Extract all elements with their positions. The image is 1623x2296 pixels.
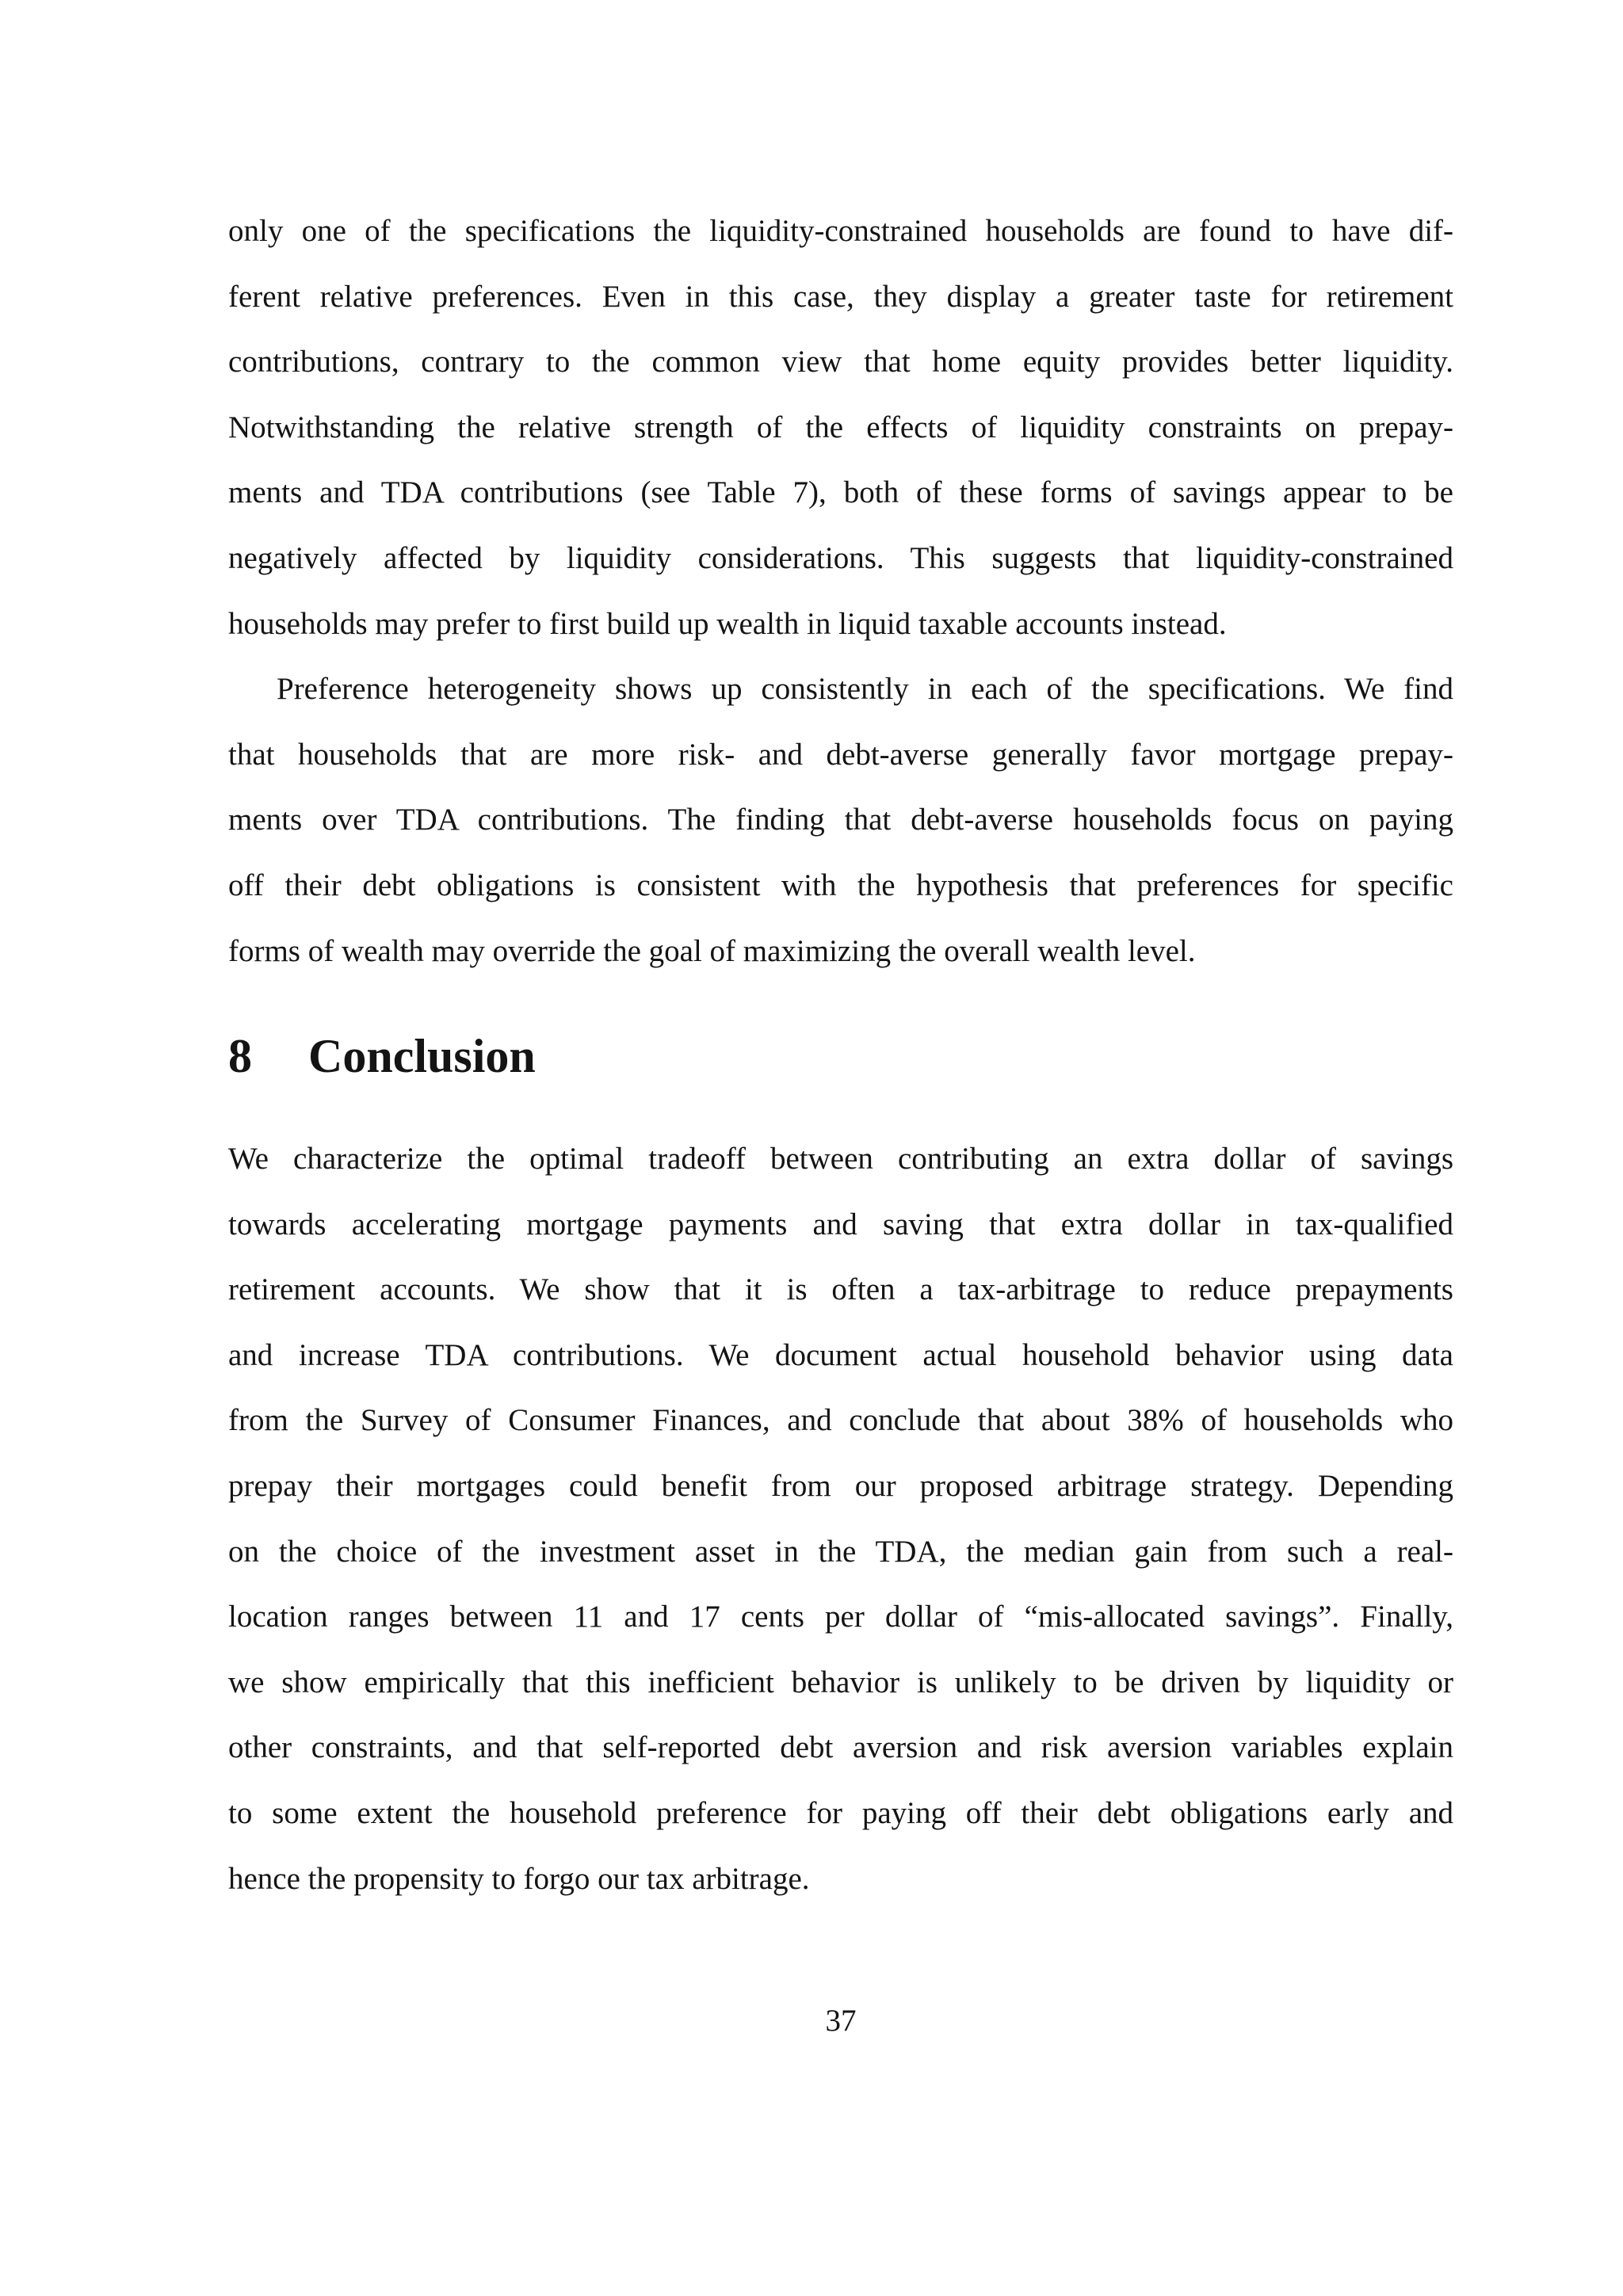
paragraph-line: we show empirically that this inefficient behavior is unlikely to be driven by liquidity or (228, 1665, 1453, 1699)
paragraph-line: off their debt obligations is consistent with the hypothesis that preferences for specific (228, 868, 1453, 902)
paragraph-line: that households that are more risk- and debt-averse generally favor mortgage prepay- (228, 737, 1453, 772)
paragraph-line: on the choice of the investment asset in the TDA, the median gain from such a real- (228, 1534, 1453, 1569)
paragraph-line: from the Survey of Consumer Finances, and conclude that about 38% of households who (228, 1403, 1453, 1438)
paragraph-line: negatively affected by liquidity considerations. This suggests that liquidity-constrained (228, 540, 1453, 575)
page-number: 37 (825, 2004, 857, 2038)
paragraph-line: retirement accounts. We show that it is often a tax-arbitrage to reduce prepayments (228, 1272, 1453, 1307)
paragraph-line: ments and TDA contributions (see Table 7), both of these forms of savings appear to be (228, 475, 1453, 510)
section-heading (228, 1028, 536, 1084)
paragraph-line: prepay their mortgages could benefit from our proposed arbitrage strategy. Depending (228, 1468, 1453, 1503)
paragraph-line: only one of the specifications the liquidity-constrained households are found to have dif- (228, 214, 1453, 248)
paragraph-line: other constraints, and that self-reported debt aversion and risk aversion variables explain (228, 1730, 1453, 1765)
section-number: 8 (228, 1030, 252, 1082)
paragraph-line: location ranges between 11 and 17 cents per dollar of “mis-allocated savings”. Finally, (228, 1600, 1453, 1634)
body-text (228, 199, 1453, 984)
paragraph-line: forms of wealth may override the goal of maximizing the overall wealth level. (228, 933, 1196, 968)
paragraph-line: We characterize the optimal tradeoff between contributing an extra dollar of savings (228, 1142, 1453, 1176)
paragraph-line: Notwithstanding the relative strength of the effects of liquidity constraints on prepay- (228, 410, 1453, 444)
paragraph (228, 199, 1453, 657)
section-title: Conclusion (308, 1030, 536, 1082)
paragraph (228, 657, 1453, 984)
paragraph-line: and increase TDA contributions. We document actual household behavior using data (228, 1337, 1453, 1372)
paragraph-line: ments over TDA contributions. The finding that debt-averse households focus on paying (228, 803, 1453, 837)
paragraph-line: contributions, contrary to the common view that home equity provides better liquidity. (228, 345, 1453, 379)
paragraph-line: to some extent the household preference for paying off their debt obligations early and (228, 1795, 1453, 1830)
paragraph-line: Preference heterogeneity shows up consistently in each of the specifications. We find (277, 672, 1453, 707)
conclusion-paragraph (228, 1127, 1453, 1912)
paragraph-line: ferent relative preferences. Even in this case, they display a greater taste for retirement (228, 279, 1453, 314)
paragraph-line: towards accelerating mortgage payments and saving that extra dollar in tax-qualified (228, 1207, 1453, 1241)
paragraph-line: households may prefer to first build up wealth in liquid taxable accounts instead. (228, 606, 1227, 641)
paragraph-line: hence the propensity to forgo our tax arbitrage. (228, 1861, 810, 1896)
